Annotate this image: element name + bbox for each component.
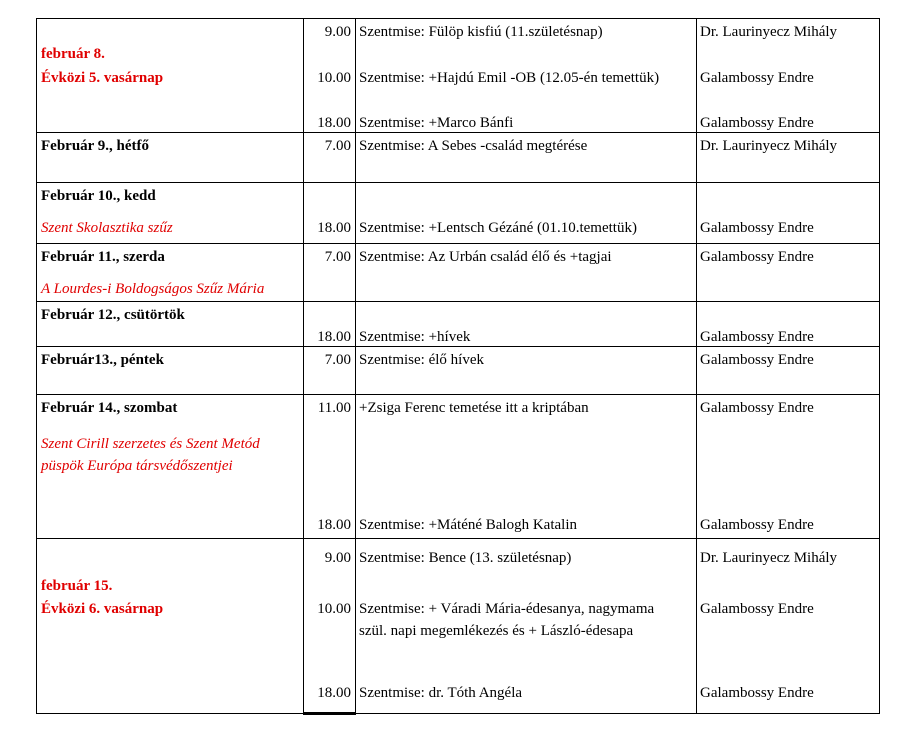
priest-name: Galambossy Endre [700, 352, 814, 368]
mass-time: 18.00 [317, 115, 351, 131]
mass-intention-continued: szül. napi megemlékezés és + László-édesapa [359, 623, 634, 639]
day-cell [37, 133, 304, 183]
time-cell [304, 244, 356, 302]
day-title: Évközi 6. vasárnap [41, 601, 164, 617]
intention-cell [356, 395, 697, 539]
priest-name: Galambossy Endre [700, 249, 814, 265]
table-row [37, 244, 880, 302]
mass-time: 18.00 [317, 220, 351, 236]
mass-intention: Szentmise: +Máténé Balogh Katalin [359, 517, 577, 533]
mass-time: 18.00 [317, 517, 351, 533]
feast-name: A Lourdes-i Boldogságos Szűz Mária [41, 281, 265, 297]
table-row [37, 395, 880, 539]
time-cell [304, 19, 356, 133]
mass-intention: Szentmise: A Sebes -család megtérése [359, 138, 588, 154]
mass-schedule-table [36, 18, 880, 715]
table-row [37, 183, 880, 244]
mass-time: 9.00 [324, 550, 351, 566]
priest-cell [697, 395, 880, 539]
priest-name: Dr. Laurinyecz Mihály [700, 138, 838, 154]
mass-time: 18.00 [317, 329, 351, 345]
mass-intention: Szentmise: +hívek [359, 329, 471, 345]
priest-cell [697, 183, 880, 244]
mass-time: 7.00 [324, 138, 351, 154]
day-date: Február 11., szerda [41, 249, 165, 265]
day-date: Február 14., szombat [41, 400, 178, 416]
mass-intention: Szentmise: +Lentsch Gézáné (01.10.temettük) [359, 220, 637, 236]
mass-intention: Szentmise: dr. Tóth Angéla [359, 685, 523, 701]
mass-time: 10.00 [317, 601, 351, 617]
mass-time: 10.00 [317, 70, 351, 86]
time-cell [304, 347, 356, 395]
mass-time: 18.00 [317, 685, 351, 701]
priest-name: Galambossy Endre [700, 115, 814, 131]
table-row [37, 539, 880, 714]
day-cell [37, 19, 304, 133]
mass-intention: Szentmise: +Marco Bánfi [359, 115, 514, 131]
mass-time: 9.00 [324, 24, 351, 40]
time-cell [304, 395, 356, 539]
day-date: Február13., péntek [41, 352, 164, 368]
day-title: Évközi 5. vasárnap [41, 70, 164, 86]
mass-intention: Szentmise: +Hajdú Emil -OB (12.05-én temettük) [359, 70, 660, 86]
intention-cell [356, 19, 697, 133]
time-cell [304, 302, 356, 347]
priest-name: Galambossy Endre [700, 685, 814, 701]
day-date: február 15. [41, 578, 113, 594]
day-date: Február 12., csütörtök [41, 307, 185, 323]
intention-cell [356, 539, 697, 714]
mass-intention: +Zsiga Ferenc temetése itt a kriptában [359, 400, 589, 416]
mass-intention: Szentmise: Fülöp kisfiú (11.születésnap) [359, 24, 603, 40]
intention-cell [356, 347, 697, 395]
day-cell [37, 302, 304, 347]
priest-cell [697, 347, 880, 395]
intention-cell [356, 133, 697, 183]
table-row [37, 133, 880, 183]
mass-intention: Szentmise: + Váradi Mária-édesanya, nagymama [359, 601, 655, 617]
priest-cell [697, 19, 880, 133]
mass-intention: Szentmise: élő hívek [359, 352, 484, 368]
day-date: Február 10., kedd [41, 188, 156, 204]
priest-name: Galambossy Endre [700, 220, 814, 236]
priest-cell [697, 302, 880, 347]
day-date: február 8. [41, 46, 105, 62]
mass-time: 7.00 [324, 249, 351, 265]
mass-intention: Szentmise: Bence (13. születésnap) [359, 550, 572, 566]
priest-cell [697, 539, 880, 714]
day-cell [37, 539, 304, 714]
time-cell [304, 183, 356, 244]
mass-time: 11.00 [317, 400, 351, 416]
priest-name: Dr. Laurinyecz Mihály [700, 550, 838, 566]
intention-cell [356, 302, 697, 347]
priest-name: Galambossy Endre [700, 400, 814, 416]
intention-cell [356, 244, 697, 302]
priest-cell [697, 244, 880, 302]
priest-name: Galambossy Endre [700, 601, 814, 617]
time-cell [304, 133, 356, 183]
priest-name: Galambossy Endre [700, 70, 814, 86]
priest-cell [697, 133, 880, 183]
mass-time: 7.00 [324, 352, 351, 368]
mass-intention: Szentmise: Az Urbán család élő és +tagjai [359, 249, 612, 265]
feast-name: püspök Európa társvédőszentjei [41, 458, 233, 474]
feast-name: Szent Cirill szerzetes és Szent Metód [41, 436, 260, 452]
feast-name: Szent Skolasztika szűz [41, 220, 173, 236]
table-row [37, 302, 880, 347]
priest-name: Galambossy Endre [700, 329, 814, 345]
day-cell [37, 244, 304, 302]
day-date: Február 9., hétfő [41, 138, 150, 154]
day-cell [37, 347, 304, 395]
intention-cell [356, 183, 697, 244]
priest-name: Galambossy Endre [700, 517, 814, 533]
time-cell [304, 539, 356, 714]
table-row [37, 347, 880, 395]
priest-name: Dr. Laurinyecz Mihály [700, 24, 838, 40]
table-row [37, 19, 880, 133]
day-cell [37, 183, 304, 244]
day-cell [37, 395, 304, 539]
